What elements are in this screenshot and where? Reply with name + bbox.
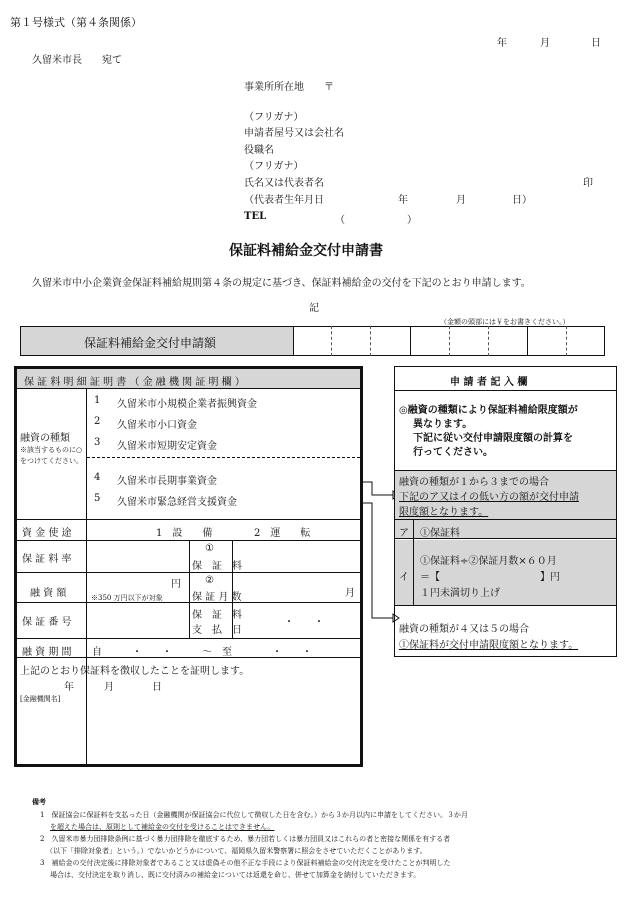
loan-type-note: ※該当するものに○をつけてください。 bbox=[20, 446, 83, 465]
case1-line1: 融資の種類が１から３までの場合 bbox=[399, 477, 549, 488]
rate-label: 保 証 料 率 bbox=[22, 554, 72, 565]
form-number: 第１号様式（第４条関係） bbox=[10, 16, 142, 29]
digit-divider bbox=[527, 326, 528, 356]
birth-date-label: （代表者生年月日 bbox=[244, 195, 324, 206]
remark-2a: 2 久留米市暴力団排除条例に基づく暴力団排除を徹底するため、暴力団若しくは暴力団員又はこれらの者と密接な関係を有する者 bbox=[40, 835, 451, 843]
ki-mark: 記 bbox=[309, 303, 319, 314]
office-address-label: 事業所所在地 〒 bbox=[244, 82, 334, 93]
birth-day: 日） bbox=[512, 195, 532, 206]
amount-note: （金額の頭部には￥をお書きください。） bbox=[440, 318, 570, 326]
guarantee-number-label: 保 証 番 号 bbox=[22, 617, 72, 628]
case1-line2: 下記のア又はイの低い方の額が交付申請 bbox=[399, 492, 579, 503]
loan-type-2-no[interactable]: 2 bbox=[94, 416, 101, 427]
fee-label: 保 証 料 bbox=[192, 561, 242, 572]
pay-date-label-2: 支 払 日 bbox=[192, 625, 242, 636]
row-divider bbox=[17, 638, 360, 639]
certificate-header: 保 証 料 明 細 証 明 書 （ 金 融 機 関 証 明 欄 ） bbox=[24, 377, 245, 388]
option-i-formula: ①保証料÷②保証月数×６０月 bbox=[420, 556, 557, 567]
option-i-rounding: １円未満切り上げ bbox=[420, 588, 500, 599]
loan-type-1-no[interactable]: 1 bbox=[94, 395, 101, 406]
digit-divider bbox=[410, 326, 411, 356]
loan-type-5[interactable]: 久留米市緊急経営支援資金 bbox=[117, 497, 237, 508]
remark-1b: を超えた場合は、原則として補給金の交付を受けることはできません。 bbox=[50, 823, 275, 831]
row-divider bbox=[17, 572, 360, 573]
date-year: 年 bbox=[497, 38, 507, 49]
document-title: 保証料補給金交付申請書 bbox=[229, 243, 383, 259]
applicant-note-2: 異なります。 bbox=[413, 419, 473, 430]
row-divider bbox=[17, 519, 360, 520]
applicant-note-3: 下記に従い交付申請限度額の計算を bbox=[413, 433, 573, 444]
option-i-label: イ bbox=[399, 572, 409, 583]
cert-year: 年 bbox=[64, 682, 74, 693]
option-a-label: ア bbox=[399, 528, 409, 539]
seal-mark: 印 bbox=[583, 178, 593, 189]
fund-use-label: 資 金 使 途 bbox=[22, 528, 72, 539]
applicant-note-4: 行ってください。 bbox=[413, 447, 493, 458]
fund-use-1[interactable]: 1 設 備 bbox=[156, 528, 213, 539]
intro-text: 久留米市中小企業資金保証料補給規則第４条の規定に基づき、保証料補給金の交付を下記のとおり申請します。 bbox=[32, 278, 531, 289]
fee-number: ① bbox=[205, 543, 214, 554]
loan-type-5-no[interactable]: 5 bbox=[94, 493, 101, 504]
pay-date-dots[interactable]: ・ ・ bbox=[284, 617, 324, 628]
period-label: 融 資 期 間 bbox=[22, 647, 72, 658]
loan-type-4-no[interactable]: 4 bbox=[94, 472, 101, 483]
applicant-header-divider bbox=[394, 390, 617, 391]
date-day: 日 bbox=[591, 38, 601, 49]
furigana-label-1: （フリガナ） bbox=[244, 112, 304, 123]
loan-type-label: 融資の種類 bbox=[20, 433, 70, 444]
loan-amount-note: ※350 万円以下が対象 bbox=[91, 594, 163, 602]
certify-text: 上記のとおり保証料を徴収したことを証明します。 bbox=[20, 666, 250, 677]
digit-divider bbox=[488, 326, 489, 356]
remark-3a: 3 補給金の交付決定後に排除対象者であること又は虚偽その他不正な手段により保証料補給金の交付決定を受けたことが判明した bbox=[40, 859, 451, 867]
mid-divider bbox=[189, 540, 190, 602]
cert-month: 月 bbox=[104, 682, 114, 693]
digit-divider bbox=[449, 326, 450, 356]
loan-type-3-no[interactable]: 3 bbox=[94, 437, 101, 448]
amount-label: 保証料補給金交付申請額 bbox=[84, 336, 217, 350]
case2-line1: 融資の種類が４又は５の場合 bbox=[399, 624, 529, 635]
row-divider bbox=[17, 657, 360, 658]
case1-line3: 限度額となります。 bbox=[399, 507, 489, 518]
case2-line2: ①保証料が交付申請限度額となります。 bbox=[399, 640, 579, 651]
digit-divider bbox=[331, 326, 332, 356]
rep-name-label: 氏名又は代表者名 bbox=[244, 178, 324, 189]
loan-type-separator bbox=[87, 457, 360, 458]
mid-divider bbox=[189, 602, 190, 638]
cert-day: 日 bbox=[152, 682, 162, 693]
label-column-divider bbox=[86, 389, 87, 765]
remark-2b: （以下「排除対象者」という。）でないかどうかについて、福岡県久留米警察署に照会をさせていただくことがあります。 bbox=[46, 847, 427, 855]
digit-divider bbox=[370, 326, 371, 356]
loan-type-1[interactable]: 久留米市小規模企業者振興資金 bbox=[117, 399, 257, 410]
tel-label: TEL bbox=[244, 211, 267, 222]
tel-open: （ bbox=[335, 215, 345, 226]
applicant-header: 申 請 者 記 入 欄 bbox=[450, 377, 528, 388]
remarks-title: 備考 bbox=[32, 797, 46, 806]
position-label: 役職名 bbox=[244, 145, 274, 156]
amount-divider bbox=[293, 326, 294, 356]
remark-1a: 1 保証協会に保証料を支払った日（金融機関が保証協会に代位して徴収した日を含む。）から３か月以内に申請をしてください。３か月 bbox=[40, 811, 468, 819]
option-divider bbox=[413, 540, 414, 606]
applicant-note-1: ◎融資の種類により保証料補給限度額が bbox=[399, 405, 578, 416]
loan-type-4[interactable]: 久留米市長期事業資金 bbox=[117, 476, 217, 487]
trade-name-label: 申請者屋号又は会社名 bbox=[244, 128, 344, 139]
fund-use-2[interactable]: 2 運 転 bbox=[254, 528, 311, 539]
yen-unit: 円 bbox=[171, 579, 181, 590]
date-month: 月 bbox=[540, 38, 550, 49]
bank-name-label: [金融機関名] bbox=[20, 695, 61, 703]
furigana-label-2: （フリガナ） bbox=[244, 161, 304, 172]
birth-month: 月 bbox=[456, 195, 466, 206]
loan-type-2[interactable]: 久留米市小口資金 bbox=[117, 420, 197, 431]
option-a-value: ①保証料 bbox=[420, 528, 460, 539]
option-i-result[interactable]: ＝【 】円 bbox=[420, 572, 560, 583]
addressee: 久留米市長 宛て bbox=[32, 55, 122, 66]
tel-close: ） bbox=[407, 215, 417, 226]
months-label: 保 証 月 数 bbox=[192, 592, 242, 603]
remark-3b: 場合は、交付決定を取り消し、既に交付済みの補給金については返還を命じ、併せて加算金を納付していただきます。 bbox=[50, 871, 421, 879]
months-number: ② bbox=[205, 575, 214, 586]
month-unit: 月 bbox=[345, 588, 355, 599]
birth-year: 年 bbox=[398, 195, 408, 206]
loan-amount-label: 融 資 額 bbox=[30, 588, 67, 599]
pay-date-label-1: 保 証 料 bbox=[192, 610, 242, 621]
digit-divider bbox=[566, 326, 567, 356]
period-value[interactable]: 自 ・ ・ 〜 至 ・ ・ bbox=[92, 647, 312, 658]
loan-type-3[interactable]: 久留米市短期安定資金 bbox=[117, 441, 217, 452]
